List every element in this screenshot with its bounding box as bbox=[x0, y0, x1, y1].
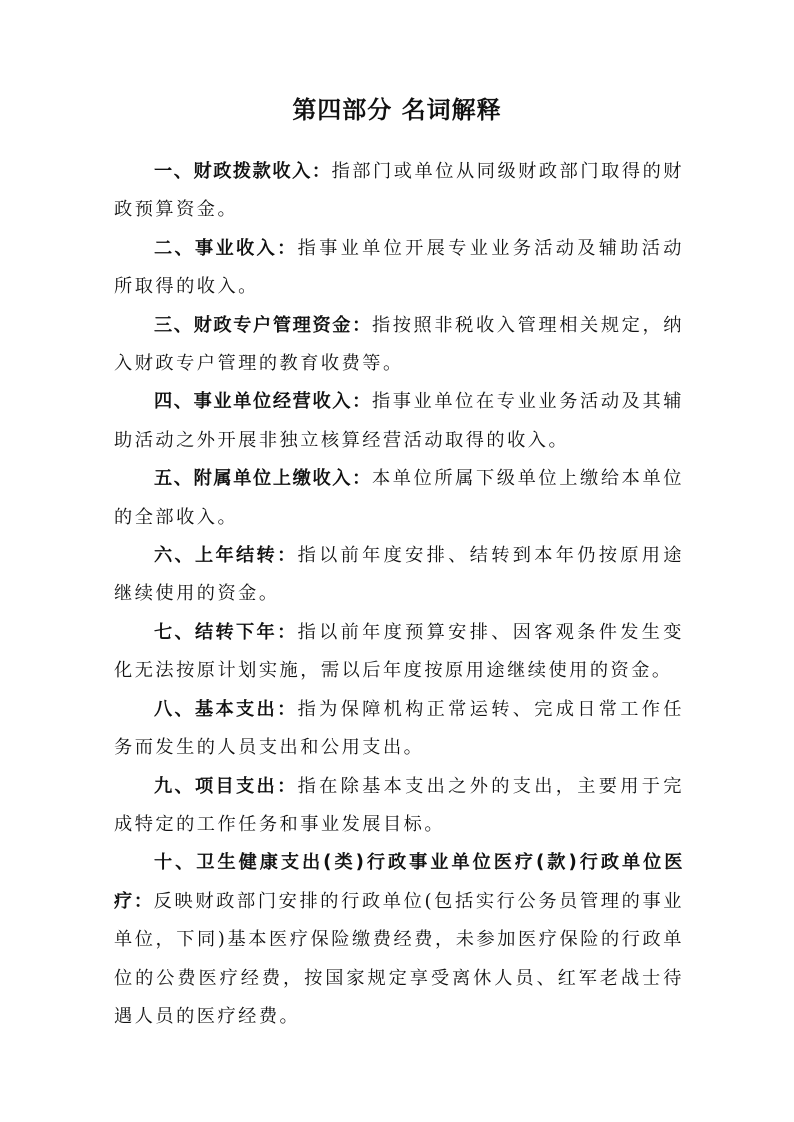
definition-text: 指以前年度预算安排、因客观条件发生变化无法按原计划实施，需以后年度按原用途继续使用的资金。 bbox=[114, 621, 684, 682]
definition-text: 指事业单位开展专业业务活动及辅助活动所取得的收入。 bbox=[114, 237, 684, 298]
definition-item bbox=[114, 768, 684, 845]
definition-item bbox=[114, 614, 684, 691]
definition-term: 七、结转下年： bbox=[154, 621, 298, 643]
definition-text: 反映财政部门安排的行政单位(包括实行公务员管理的事业单位，下同)基本医疗保险缴费经费，未参加医疗保险的行政单位的公费医疗经费，按国家规定享受离休人员、红军老战士待遇人员的医疗经费。 bbox=[114, 890, 684, 1027]
definition-text: 指按照非税收入管理相关规定，纳入财政专户管理的教育收费等。 bbox=[114, 314, 684, 375]
definition-text: 指在除基本支出之外的支出，主要用于完成特定的工作任务和事业发展目标。 bbox=[114, 775, 684, 835]
definition-text: 指事业单位在专业业务活动及其辅助活动之外开展非独立核算经营活动取得的收入。 bbox=[114, 391, 684, 451]
definition-term: 九、项目支出： bbox=[154, 775, 298, 797]
definition-item bbox=[114, 153, 684, 230]
definition-term: 三、财政专户管理资金： bbox=[154, 314, 372, 336]
definition-text: 本单位所属下级单位上缴给本单位的全部收入。 bbox=[114, 468, 684, 528]
definition-item bbox=[114, 307, 684, 384]
definition-text: 指为保障机构正常运转、完成日常工作任务而发生的人员支出和公用支出。 bbox=[114, 698, 684, 759]
definition-term: 二、事业收入： bbox=[154, 237, 298, 259]
definition-text: 指部门或单位从同级财政部门取得的财政预算资金。 bbox=[114, 161, 684, 221]
definition-term: 八、基本支出： bbox=[154, 698, 298, 720]
definition-item bbox=[114, 383, 684, 460]
definition-term: 六、上年结转： bbox=[154, 545, 298, 567]
definition-term: 一、财政拨款收入： bbox=[154, 161, 332, 182]
definition-item bbox=[114, 537, 684, 614]
definition-term: 四、事业单位经营收入： bbox=[154, 391, 372, 413]
definition-term: 十、卫生健康支出(类)行政事业单位医疗(款)行政单位医疗： bbox=[114, 852, 684, 912]
definition-text: 指以前年度安排、结转到本年仍按原用途继续使用的资金。 bbox=[114, 545, 684, 605]
definition-item bbox=[114, 691, 684, 768]
definition-item bbox=[114, 230, 684, 307]
definition-item bbox=[114, 844, 684, 1036]
definition-term: 五、附属单位上缴收入： bbox=[154, 468, 372, 490]
page-title: 第四部分 名词解释 bbox=[292, 96, 502, 124]
definitions-list bbox=[114, 153, 684, 1036]
definition-item bbox=[114, 460, 684, 537]
